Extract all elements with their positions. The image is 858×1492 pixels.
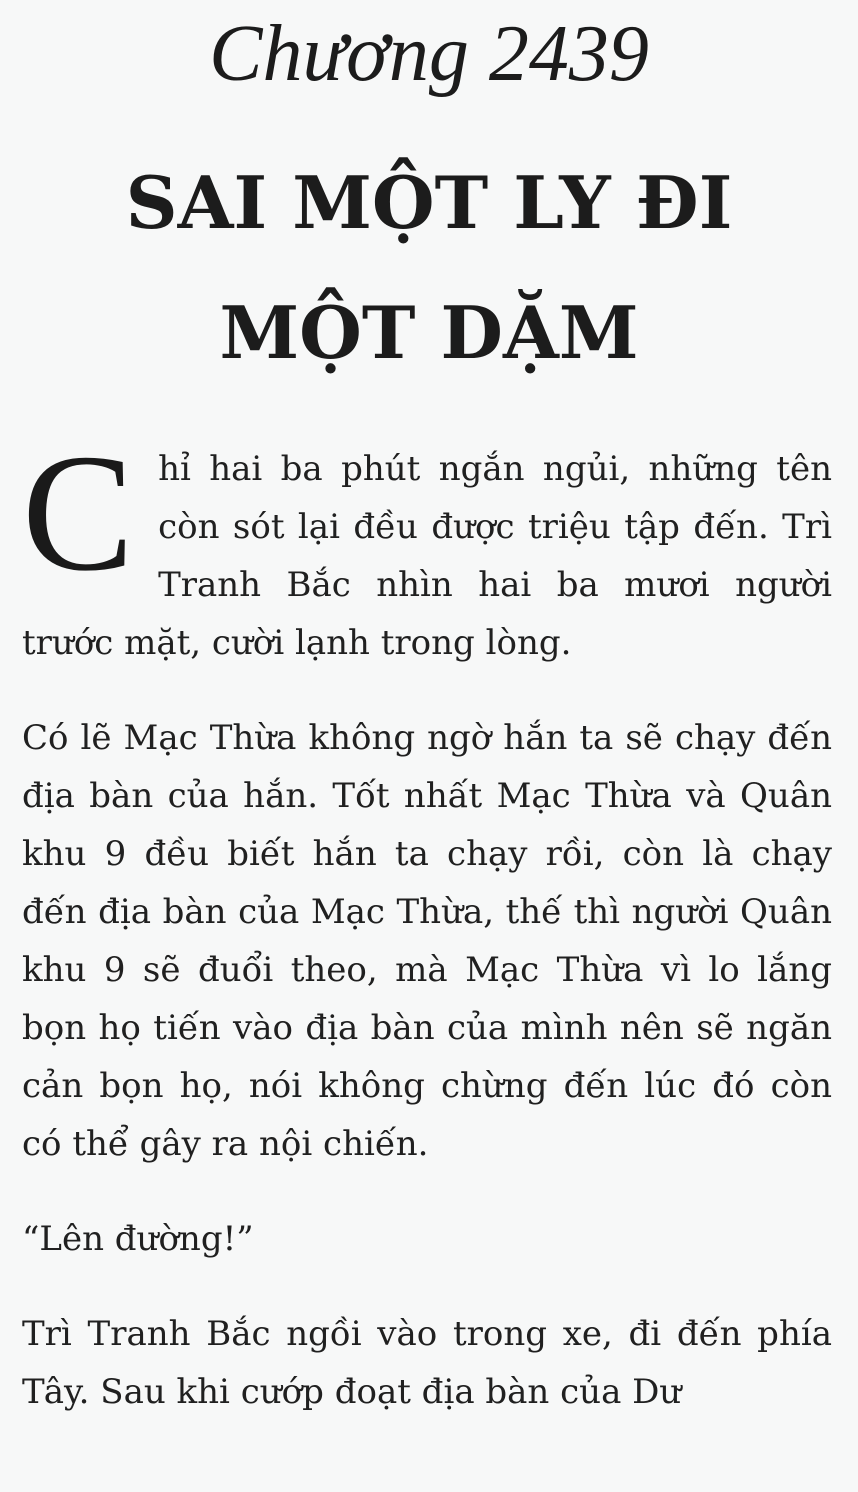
paragraph-1-text: hỉ hai ba phút ngắn ngủi, những tên còn sót lại đều được triệu tập đến. Trì Tranh Bắc nhìn hai ba mươi người trước mặt, cười lạnh trong lòng.	[22, 449, 832, 663]
paragraph-4: Trì Tranh Bắc ngồi vào trong xe, đi đến phía Tây. Sau khi cướp đoạt địa bàn của Dư	[22, 1314, 832, 1412]
chapter-number: Chương 2439	[209, 10, 649, 98]
paragraph-3: “Lên đường!”	[22, 1219, 254, 1259]
chapter-title: SAI MỘT LY ĐI MỘT DẶM	[125, 160, 733, 375]
paragraph-2: Có lẽ Mạc Thừa không ngờ hắn ta sẽ chạy đến địa bàn của hắn. Tốt nhất Mạc Thừa và Quân khu 9 đều biết hắn ta chạy rồi, còn là chạy đến địa bàn của Mạc Thừa, thế thì người Quân khu 9 sẽ đuổi theo, mà Mạc Thừa vì lo lắng bọn họ tiến vào địa bàn của mình nên sẽ ngăn cản bọn họ, nói không chừng đến lúc đó còn có thể gây ra nội chiến.	[22, 718, 832, 1164]
drop-cap: C	[22, 420, 135, 606]
chapter-body	[22, 420, 832, 1458]
paragraph-1	[22, 420, 832, 672]
